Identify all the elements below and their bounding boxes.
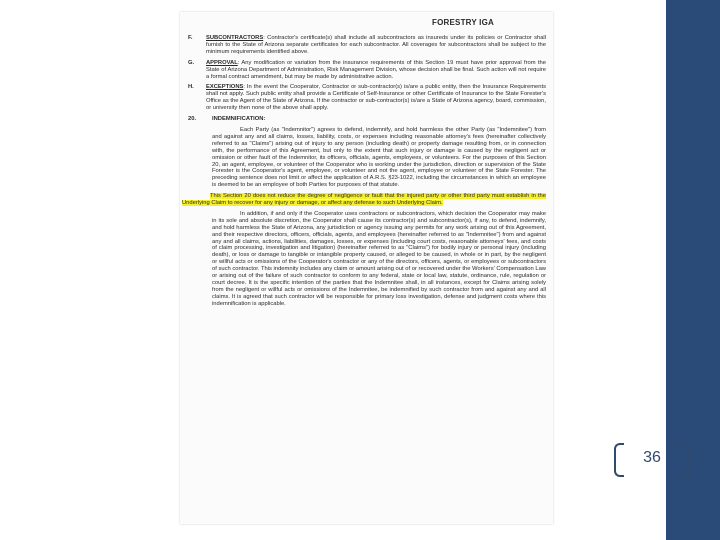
slide-page-number <box>614 443 690 473</box>
indemnification-paragraph-3: In addition, if and only if the Cooperator uses contractors or subcontractors, which decision the Cooperator may make in its sole and absolute discretion, the Cooperator shall cause its contractor(s) and subcontractor(s), if any, to defend, indemnify, and hold harmless the State of Arizona, any jurisdiction or agency issuing any permits for any work arising out of this Agreement, and their respective directors, officers, officials, agents, and employees (hereinafter referred to as "Indemnitee") from and against any and all claims, actions, liabilities, damages, losses, or expenses (including court costs, reasonable attorneys' fees, and costs of claim processing, investigation and litigation) (hereinafter referred to as "Claims") for bodily injury or personal injury (including death), or loss or damage to tangible or intangible property caused, or alleged to be caused, in whole or in part, by the negligent or willful acts or omissions of the Cooperator's contractor or any of the directors, officers, agents, or employees or subcontractors of such contractor. This indemnity includes any claim or amount arising out of or recovered under the Workers' Compensation Law or arising out of the failure of such contractor to conform to any federal, state or local law, statute, ordinance, rule, regulation or court decree. It is the specific intention of the parties that the Indemnitee shall, in all instances, except for Claims arising solely from the negligent or willful acts or omissions of the Indemnitee, be indemnified by such contractor from and against any and all claims. It is agreed that such contractor will be responsible for primary loss investigation, defense and judgment costs where this indemnification is applicable. <box>212 210 546 307</box>
document-content <box>182 18 546 312</box>
section-heading: INDEMNIFICATION: <box>212 116 266 123</box>
section-heading: EXCEPTIONS <box>206 84 244 91</box>
section-20 <box>182 116 546 308</box>
scanned-document-page <box>180 12 553 524</box>
section-text: : Contractor's certificate(s) shall include all subcontractors as insureds under its policies or Contractor shall furnish to the State of Arizona separate certificates for each subcontractor. All coverages for subcontractors shall be subject to the minimum requirements identified above. <box>206 35 546 55</box>
highlighted-text: This Section 20 does not reduce the degree of negligence or fault that the injured party or other third party must establish in the Underlying Claim to recover for any injury or damage, or affect any defense to such Underlying Claim. <box>182 193 546 207</box>
indemnification-paragraph-1: Each Party (as "Indemnitor") agrees to defend, indemnify, and hold harmless the other Party (as "Indemnitee") from and against any and all claims, losses, liability, costs, or expenses including reasonable attorney's fees (hereinafter collectively referred to as "Claims") arising out of injury to any person (including death) or property damage resulting from, or in connection with, the performance of this Agreement, but only to the extent that such injury or damage is caused by the negligent act or omission or other fault of the Indemnitor, its officers, officials, agents, employees, or volunteers. For the purposes of this Section 20, an agent, employee, or volunteer of the Cooperator who is working under the jurisdiction, direction or supervision of the State Forester is the Cooperator's agent, employee, or volunteer and not the agent, employee or volunteer of the State Forester. The preceding sentence does not limit or affect the application of A.R.S. §23-1022, including the circumstances in which an employee is deemed to be an employee of both Parties for purposes of that statute. <box>212 126 546 189</box>
section-text: : Any modification or variation from the insurance requirements of this Section 19 must have prior approval from the State of Arizona Department of Administration, Risk Management Division, whose decision shall be final. Such action will not require a formal contract amendment, but may be made by administrative action. <box>206 59 546 80</box>
section-heading: APPROVAL <box>206 59 238 66</box>
section-f <box>188 35 546 56</box>
section-label: 20. <box>188 116 197 123</box>
section-heading: SUBCONTRACTORS <box>206 35 264 41</box>
section-label: F. <box>188 35 193 41</box>
highlighted-paragraph <box>182 193 546 207</box>
document-title: FORESTRY IGA <box>432 18 494 27</box>
section-text: : In the event the Cooperator, Contractor or sub-contractor(s) is/are a public entity, then the Insurance Requirements shall not apply. Such public entity shall provide a Certificate of Self-Insurance or other Certificate of Insurance to the State Forester's Office as the Agent of the State of Arizona. If the contractor or sub-contractor(s) is/are a State of Arizona agency, board, commission, or university then none of the above shall apply. <box>206 84 546 112</box>
section-label: G. <box>188 59 195 66</box>
page-number-text: 36 <box>643 449 661 466</box>
section-g <box>188 60 546 81</box>
section-label: H. <box>188 84 194 91</box>
section-h <box>188 84 546 112</box>
